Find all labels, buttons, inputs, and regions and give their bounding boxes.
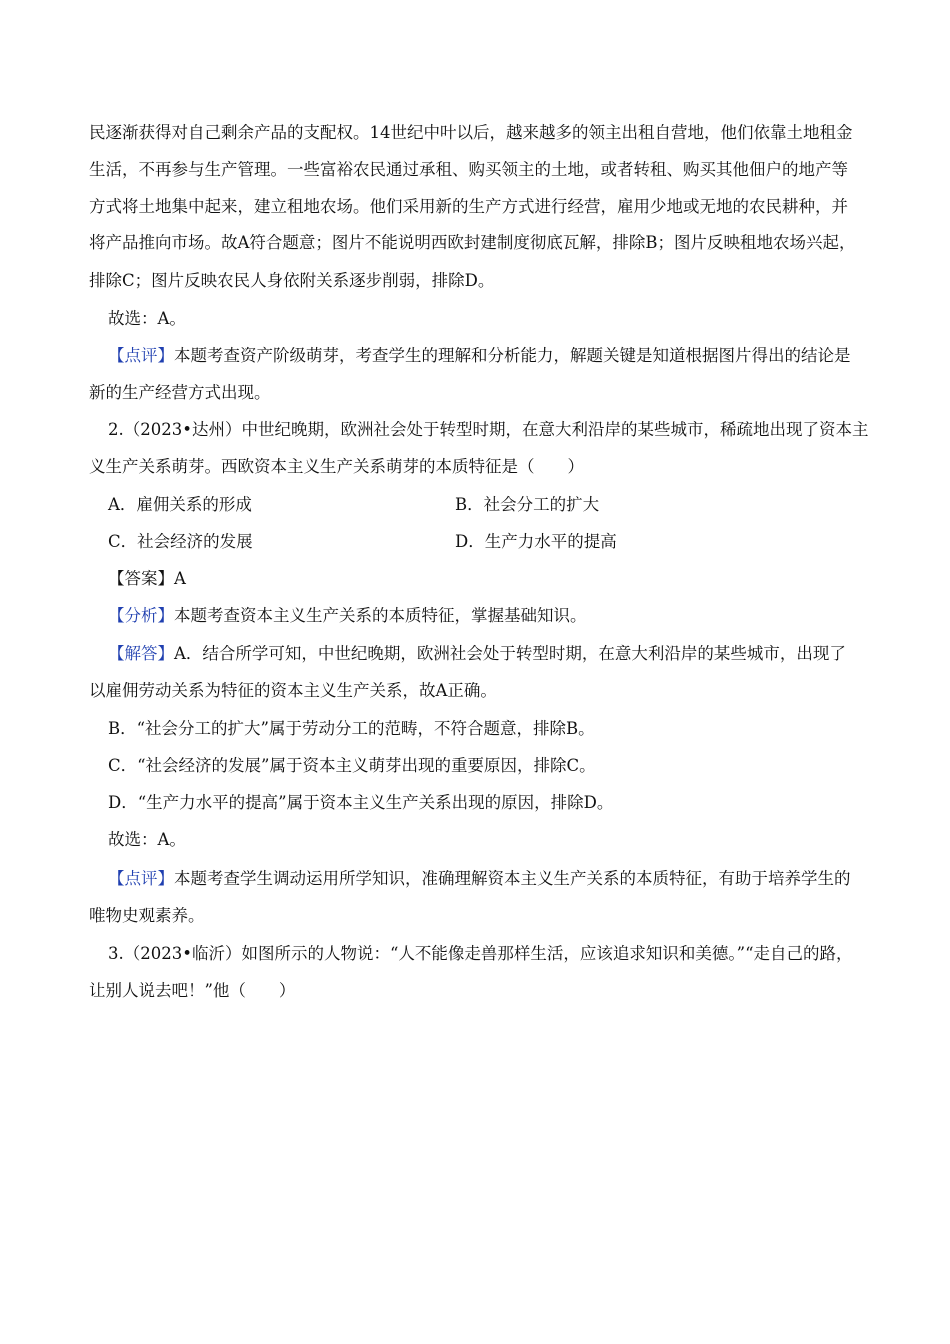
q1-explanation-line: 生活，不再参与生产管理。一些富裕农民通过承租、购买领主的土地，或者转租、购买其他佃户的地产等 bbox=[89, 160, 848, 179]
q2-solution bbox=[108, 644, 846, 664]
q1-explanation-line: 排除C；图片反映农民人身依附关系逐步削弱，排除D。 bbox=[89, 271, 495, 290]
q2-analysis bbox=[108, 606, 587, 626]
q2-choice: 故选：A。 bbox=[108, 830, 186, 849]
q2-stem-cont: 义生产关系萌芽。西欧资本主义生产关系萌芽的本质特征是（ ） bbox=[89, 457, 584, 476]
comment-text: 本题考查学生调动运用所学知识，准确理解资本主义生产关系的本质特征，有助于培养学生的 bbox=[174, 869, 851, 888]
q1-explanation-line: 将产品推向市场。故A符合题意；图片不能说明西欧封建制度彻底瓦解，排除B；图片反映租地农场兴起， bbox=[89, 233, 856, 252]
q2-solution-d: D．“生产力水平的提高”属于资本主义生产关系出现的原因，排除D。 bbox=[108, 793, 614, 812]
q2-answer: 【答案】A bbox=[108, 569, 186, 588]
q2-comment-cont: 唯物史观素养。 bbox=[89, 906, 205, 925]
comment-tag: 【点评】 bbox=[108, 346, 174, 365]
q2-option-c: C．社会经济的发展 bbox=[108, 532, 253, 551]
q2-option-d: D．生产力水平的提高 bbox=[455, 532, 617, 551]
q2-stem: 2.（2023•达州）中世纪晚期，欧洲社会处于转型时期，在意大利沿岸的某些城市，稀疏地出现了资本主 bbox=[108, 420, 869, 439]
q1-explanation-line: 方式将土地集中起来，建立租地农场。他们采用新的生产方式进行经营，雇用少地或无地的农民耕种，并 bbox=[89, 197, 848, 216]
comment-tag: 【点评】 bbox=[108, 869, 174, 888]
q1-comment bbox=[108, 346, 851, 366]
analysis-text: 本题考查资本主义生产关系的本质特征，掌握基础知识。 bbox=[174, 606, 587, 625]
q2-comment bbox=[108, 869, 851, 889]
q1-choice: 故选：A。 bbox=[108, 309, 186, 328]
solution-tag: 【解答】 bbox=[108, 644, 174, 663]
q2-solution-c: C．“社会经济的发展”属于资本主义萌芽出现的重要原因，排除C。 bbox=[108, 756, 596, 775]
analysis-tag: 【分析】 bbox=[108, 606, 174, 625]
q2-solution-cont: 以雇佣劳动关系为特征的资本主义生产关系，故A正确。 bbox=[89, 681, 497, 700]
q2-option-a: A．雇佣关系的形成 bbox=[108, 495, 252, 514]
q1-comment-cont: 新的生产经营方式出现。 bbox=[89, 383, 271, 402]
q3-stem: 3.（2023•临沂）如图所示的人物说：“人不能像走兽那样生活，应该追求知识和美德。”“走自己的路， bbox=[108, 944, 853, 963]
q1-explanation-line: 民逐渐获得对自己剩余产品的支配权。14世纪中叶以后，越来越多的领主出租自营地，他们依靠土地租金 bbox=[89, 123, 853, 142]
q3-stem-cont: 让别人说去吧！”他（ ） bbox=[89, 981, 296, 1000]
solution-text: A．结合所学可知，中世纪晚期，欧洲社会处于转型时期，在意大利沿岸的某些城市，出现了 bbox=[174, 644, 846, 663]
comment-text: 本题考查资产阶级萌芽，考查学生的理解和分析能力，解题关键是知道根据图片得出的结论是 bbox=[174, 346, 851, 365]
q2-solution-b: B．“社会分工的扩大”属于劳动分工的范畴，不符合题意，排除B。 bbox=[108, 719, 595, 738]
q2-option-b: B．社会分工的扩大 bbox=[455, 495, 600, 514]
